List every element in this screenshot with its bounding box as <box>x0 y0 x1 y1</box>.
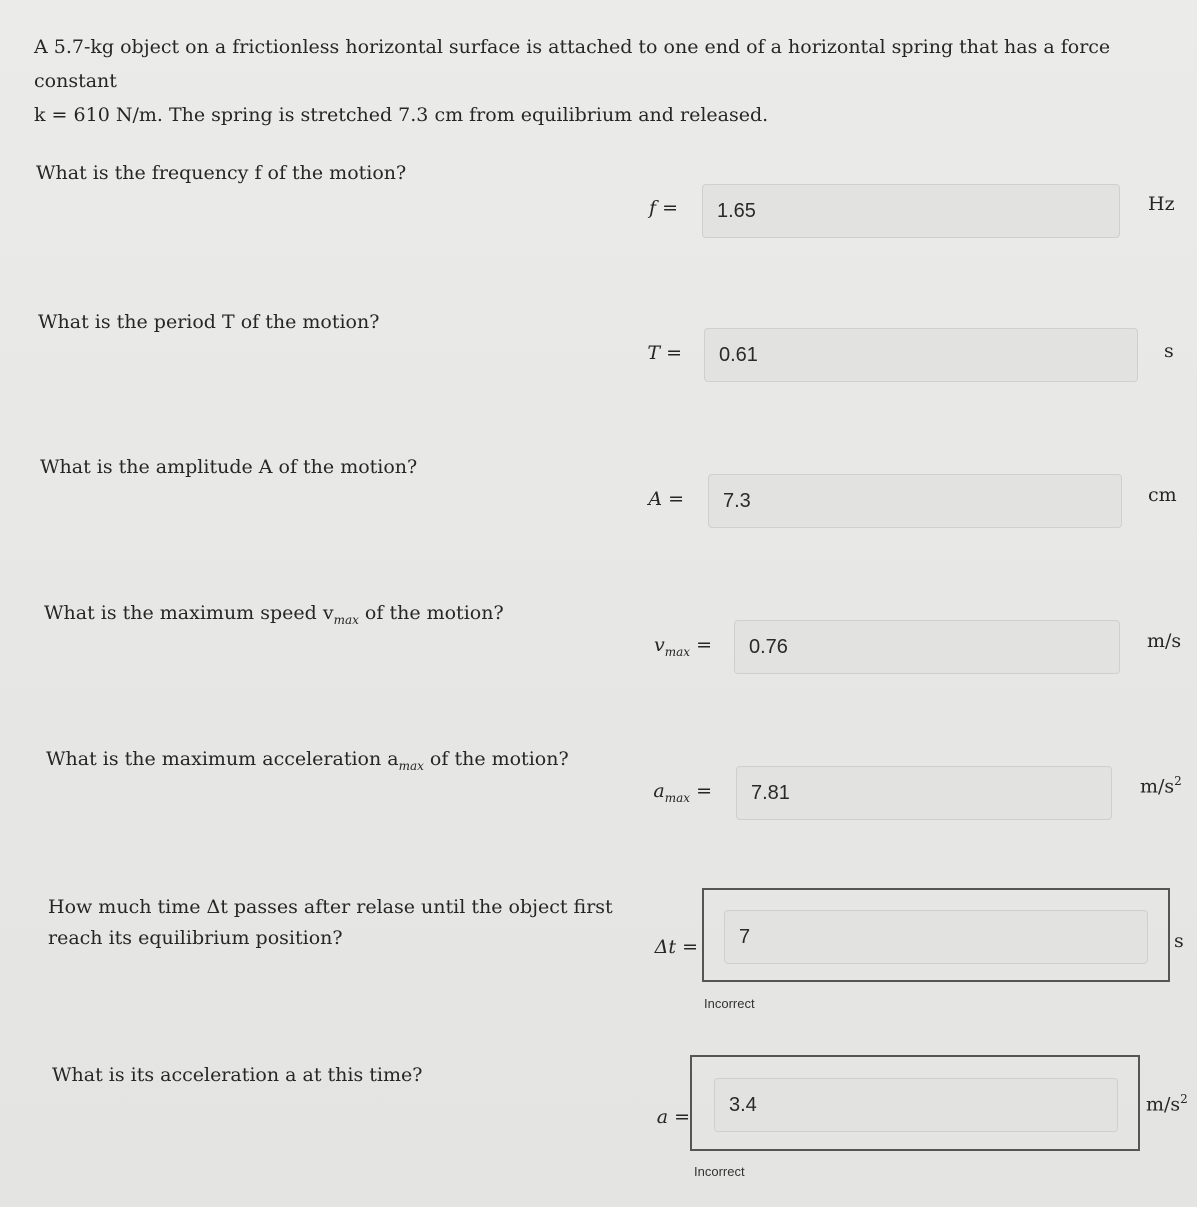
max-speed-symbol-equals: = <box>690 634 712 656</box>
max-acceleration-prompt-subscript: max <box>398 758 424 773</box>
max-speed-symbol-subscript: max <box>664 644 691 659</box>
problem-line-2: k = 610 N/m. The spring is stretched 7.3 cm from equilibrium and released. <box>34 104 769 126</box>
amplitude-input[interactable]: 7.3 <box>708 474 1122 528</box>
frequency-input[interactable]: 1.65 <box>702 184 1120 238</box>
problem-statement <box>34 30 1134 132</box>
time-prompt-line-2: reach its equilibrium position? <box>48 927 343 949</box>
max-acceleration-unit-base: m/s <box>1140 775 1175 798</box>
question-period: What is the period T of the motion? <box>38 311 380 333</box>
question-time-to-equilibrium <box>48 892 613 954</box>
acceleration-input[interactable]: 3.4 <box>714 1078 1118 1132</box>
time-symbol: Δt = <box>654 936 698 958</box>
period-unit: s <box>1164 340 1174 362</box>
max-speed-unit: m/s <box>1147 630 1182 652</box>
time-input[interactable]: 7 <box>724 910 1148 964</box>
max-acceleration-prompt: What is the maximum acceleration a <box>46 748 399 770</box>
question-acceleration-at-time: What is its acceleration a at this time? <box>52 1064 423 1086</box>
time-status-incorrect: Incorrect <box>704 996 755 1011</box>
question-amplitude: What is the amplitude A of the motion? <box>40 456 418 478</box>
question-max-acceleration <box>46 744 569 782</box>
max-speed-prompt-subscript: max <box>333 612 359 627</box>
time-unit: s <box>1174 930 1184 952</box>
acceleration-status-incorrect: Incorrect <box>694 1164 745 1179</box>
frequency-symbol: f = <box>649 197 678 219</box>
max-acceleration-unit <box>1140 774 1182 797</box>
frequency-unit: Hz <box>1148 193 1175 215</box>
acceleration-symbol: a = <box>656 1106 690 1128</box>
problem-line-1: A 5.7-kg object on a frictionless horizontal surface is attached to one end of a horizontal spring that has a force constant <box>34 36 1111 92</box>
max-speed-prompt-tail: of the motion? <box>358 602 504 624</box>
acceleration-unit-base: m/s <box>1146 1093 1181 1116</box>
period-input[interactable]: 0.61 <box>704 328 1138 382</box>
question-max-speed <box>44 598 504 636</box>
max-acceleration-prompt-tail: of the motion? <box>423 748 569 770</box>
acceleration-unit <box>1146 1092 1188 1115</box>
amplitude-symbol: A = <box>648 488 684 510</box>
max-acceleration-symbol-subscript: max <box>664 790 691 805</box>
max-speed-prompt: What is the maximum speed v <box>44 602 334 624</box>
max-speed-symbol-letter: v <box>653 634 665 656</box>
acceleration-unit-exponent: 2 <box>1180 1092 1188 1106</box>
question-frequency: What is the frequency f of the motion? <box>36 162 407 184</box>
max-speed-symbol <box>626 634 712 659</box>
max-acceleration-symbol-equals: = <box>690 780 712 802</box>
max-acceleration-input[interactable]: 7.81 <box>736 766 1112 820</box>
max-acceleration-symbol <box>626 780 712 805</box>
time-prompt-line-1: How much time Δt passes after relase until the object first <box>48 896 613 918</box>
period-symbol: T = <box>647 342 682 364</box>
amplitude-unit: cm <box>1148 484 1177 506</box>
max-acceleration-unit-exponent: 2 <box>1174 774 1182 788</box>
max-acceleration-symbol-letter: a <box>653 780 665 802</box>
max-speed-input[interactable]: 0.76 <box>734 620 1120 674</box>
